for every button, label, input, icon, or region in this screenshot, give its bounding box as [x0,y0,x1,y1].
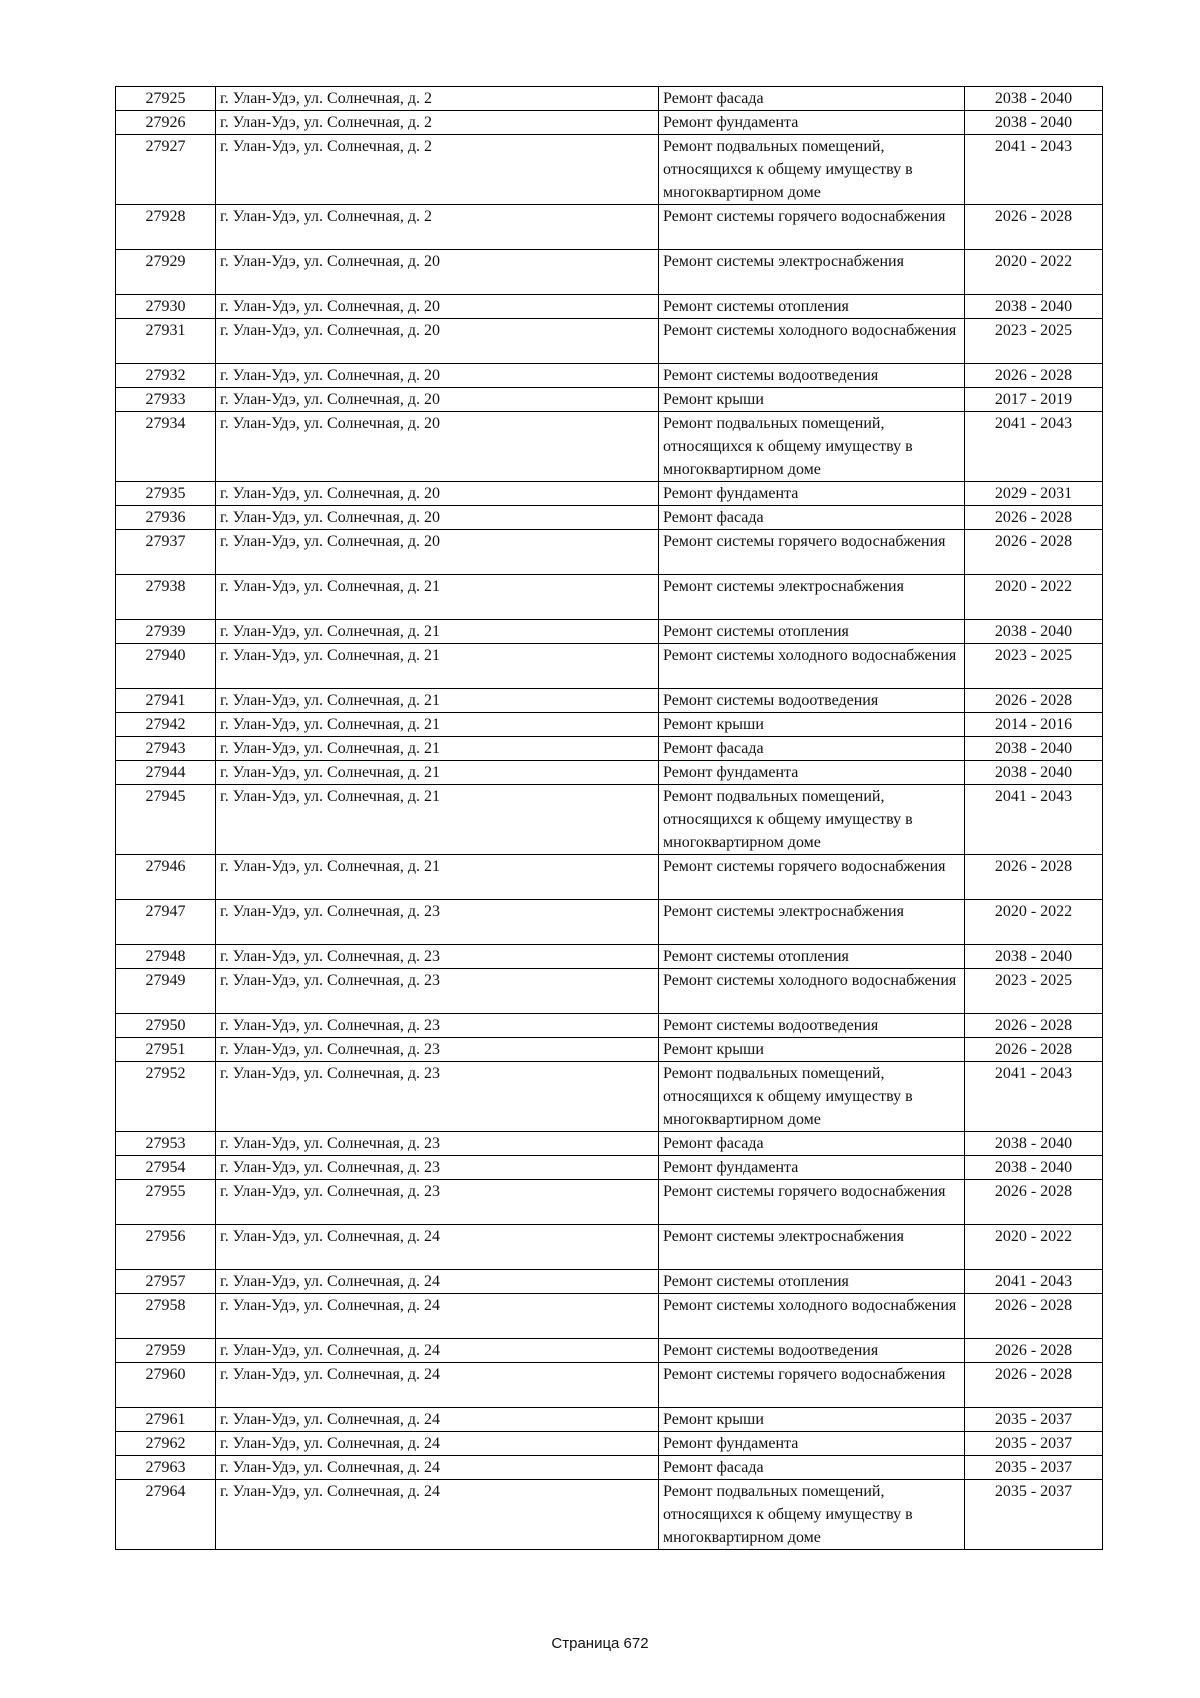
table-row [116,1432,1103,1456]
cell-id: 27959 [116,1339,216,1363]
cell-work: Ремонт системы горячего водоснабжения [659,205,965,250]
cell-id: 27926 [116,111,216,135]
cell-period: 2026 - 2028 [965,855,1103,900]
cell-id: 27934 [116,412,216,482]
cell-id: 27958 [116,1294,216,1339]
cell-id: 27942 [116,713,216,737]
cell-address: г. Улан-Удэ, ул. Солнечная, д. 20 [216,250,659,295]
cell-work: Ремонт системы горячего водоснабжения [659,530,965,575]
cell-address: г. Улан-Удэ, ул. Солнечная, д. 23 [216,1038,659,1062]
cell-period: 2035 - 2037 [965,1408,1103,1432]
cell-period: 2026 - 2028 [965,1294,1103,1339]
cell-period: 2035 - 2037 [965,1480,1103,1550]
cell-period: 2041 - 2043 [965,1062,1103,1132]
cell-id: 27944 [116,761,216,785]
cell-id: 27950 [116,1014,216,1038]
cell-period: 2020 - 2022 [965,250,1103,295]
cell-address: г. Улан-Удэ, ул. Солнечная, д. 20 [216,530,659,575]
cell-period: 2038 - 2040 [965,295,1103,319]
table-row [116,319,1103,364]
cell-period: 2035 - 2037 [965,1456,1103,1480]
cell-id: 27948 [116,945,216,969]
table-row [116,412,1103,482]
table-row [116,1014,1103,1038]
cell-id: 27963 [116,1456,216,1480]
cell-period: 2038 - 2040 [965,737,1103,761]
cell-period: 2041 - 2043 [965,135,1103,205]
cell-work: Ремонт системы электроснабжения [659,250,965,295]
table-row [116,388,1103,412]
cell-work: Ремонт подвальных помещений, относящихся к общему имуществу в многоквартирном доме [659,1480,965,1550]
cell-work: Ремонт системы водоотведения [659,1339,965,1363]
cell-id: 27939 [116,620,216,644]
table-row [116,945,1103,969]
table-row [116,785,1103,855]
cell-address: г. Улан-Удэ, ул. Солнечная, д. 21 [216,785,659,855]
cell-address: г. Улан-Удэ, ул. Солнечная, д. 24 [216,1294,659,1339]
cell-id: 27961 [116,1408,216,1432]
cell-work: Ремонт системы электроснабжения [659,900,965,945]
cell-id: 27947 [116,900,216,945]
cell-address: г. Улан-Удэ, ул. Солнечная, д. 21 [216,737,659,761]
table-row [116,1408,1103,1432]
cell-period: 2026 - 2028 [965,689,1103,713]
cell-period: 2026 - 2028 [965,1038,1103,1062]
cell-work: Ремонт фундамента [659,482,965,506]
cell-id: 27932 [116,364,216,388]
cell-work: Ремонт фасада [659,1456,965,1480]
table-row [116,1339,1103,1363]
table-row [116,111,1103,135]
cell-period: 2026 - 2028 [965,205,1103,250]
cell-address: г. Улан-Удэ, ул. Солнечная, д. 24 [216,1339,659,1363]
cell-address: г. Улан-Удэ, ул. Солнечная, д. 20 [216,295,659,319]
cell-work: Ремонт фасада [659,506,965,530]
cell-address: г. Улан-Удэ, ул. Солнечная, д. 20 [216,506,659,530]
cell-work: Ремонт фасада [659,1132,965,1156]
cell-id: 27935 [116,482,216,506]
cell-period: 2026 - 2028 [965,1180,1103,1225]
cell-period: 2038 - 2040 [965,761,1103,785]
cell-period: 2014 - 2016 [965,713,1103,737]
cell-period: 2041 - 2043 [965,785,1103,855]
cell-id: 27956 [116,1225,216,1270]
cell-address: г. Улан-Удэ, ул. Солнечная, д. 20 [216,412,659,482]
cell-period: 2038 - 2040 [965,945,1103,969]
cell-work: Ремонт подвальных помещений, относящихся к общему имуществу в многоквартирном доме [659,412,965,482]
cell-address: г. Улан-Удэ, ул. Солнечная, д. 21 [216,620,659,644]
table-row [116,689,1103,713]
cell-period: 2026 - 2028 [965,1014,1103,1038]
cell-id: 27933 [116,388,216,412]
cell-address: г. Улан-Удэ, ул. Солнечная, д. 21 [216,761,659,785]
cell-id: 27946 [116,855,216,900]
cell-work: Ремонт крыши [659,1038,965,1062]
table-row [116,364,1103,388]
cell-work: Ремонт крыши [659,388,965,412]
cell-id: 27929 [116,250,216,295]
cell-address: г. Улан-Удэ, ул. Солнечная, д. 21 [216,713,659,737]
table-row [116,250,1103,295]
table-row [116,644,1103,689]
cell-address: г. Улан-Удэ, ул. Солнечная, д. 24 [216,1270,659,1294]
cell-work: Ремонт системы отопления [659,1270,965,1294]
cell-period: 2017 - 2019 [965,388,1103,412]
cell-address: г. Улан-Удэ, ул. Солнечная, д. 23 [216,969,659,1014]
cell-period: 2038 - 2040 [965,87,1103,111]
table-row [116,620,1103,644]
cell-period: 2023 - 2025 [965,644,1103,689]
cell-work: Ремонт системы горячего водоснабжения [659,855,965,900]
table-row [116,1062,1103,1132]
cell-id: 27964 [116,1480,216,1550]
cell-period: 2023 - 2025 [965,319,1103,364]
cell-period: 2020 - 2022 [965,1225,1103,1270]
table-row [116,1270,1103,1294]
cell-work: Ремонт крыши [659,1408,965,1432]
cell-id: 27952 [116,1062,216,1132]
cell-id: 27928 [116,205,216,250]
cell-id: 27940 [116,644,216,689]
cell-address: г. Улан-Удэ, ул. Солнечная, д. 23 [216,900,659,945]
cell-address: г. Улан-Удэ, ул. Солнечная, д. 2 [216,111,659,135]
cell-period: 2026 - 2028 [965,506,1103,530]
cell-id: 27951 [116,1038,216,1062]
cell-address: г. Улан-Удэ, ул. Солнечная, д. 20 [216,388,659,412]
table-row [116,1132,1103,1156]
cell-period: 2041 - 2043 [965,412,1103,482]
cell-address: г. Улан-Удэ, ул. Солнечная, д. 24 [216,1456,659,1480]
table-row [116,761,1103,785]
repair-schedule-table [115,86,1103,1550]
cell-work: Ремонт фундамента [659,111,965,135]
cell-work: Ремонт фундамента [659,761,965,785]
cell-work: Ремонт крыши [659,713,965,737]
cell-work: Ремонт подвальных помещений, относящихся к общему имуществу в многоквартирном доме [659,135,965,205]
cell-id: 27945 [116,785,216,855]
cell-id: 27957 [116,1270,216,1294]
table-row [116,737,1103,761]
table-row [116,713,1103,737]
cell-period: 2035 - 2037 [965,1432,1103,1456]
cell-period: 2038 - 2040 [965,1156,1103,1180]
cell-id: 27955 [116,1180,216,1225]
cell-period: 2026 - 2028 [965,1339,1103,1363]
cell-address: г. Улан-Удэ, ул. Солнечная, д. 20 [216,319,659,364]
table-row [116,900,1103,945]
table-row [116,1225,1103,1270]
cell-work: Ремонт системы горячего водоснабжения [659,1180,965,1225]
cell-work: Ремонт системы горячего водоснабжения [659,1363,965,1408]
table-row [116,135,1103,205]
cell-address: г. Улан-Удэ, ул. Солнечная, д. 20 [216,364,659,388]
cell-id: 27925 [116,87,216,111]
cell-work: Ремонт системы водоотведения [659,689,965,713]
cell-work: Ремонт подвальных помещений, относящихся к общему имуществу в многоквартирном доме [659,1062,965,1132]
cell-id: 27938 [116,575,216,620]
table-row [116,87,1103,111]
cell-address: г. Улан-Удэ, ул. Солнечная, д. 23 [216,945,659,969]
table-row [116,295,1103,319]
cell-address: г. Улан-Удэ, ул. Солнечная, д. 23 [216,1156,659,1180]
cell-work: Ремонт системы отопления [659,945,965,969]
cell-work: Ремонт фундамента [659,1156,965,1180]
cell-period: 2026 - 2028 [965,364,1103,388]
cell-address: г. Улан-Удэ, ул. Солнечная, д. 23 [216,1132,659,1156]
cell-work: Ремонт системы холодного водоснабжения [659,319,965,364]
cell-work: Ремонт системы водоотведения [659,364,965,388]
cell-period: 2020 - 2022 [965,575,1103,620]
cell-address: г. Улан-Удэ, ул. Солнечная, д. 24 [216,1480,659,1550]
table-row [116,482,1103,506]
cell-id: 27954 [116,1156,216,1180]
cell-id: 27931 [116,319,216,364]
cell-id: 27927 [116,135,216,205]
table-row [116,969,1103,1014]
cell-id: 27941 [116,689,216,713]
table-row [116,1180,1103,1225]
table-row [116,575,1103,620]
cell-address: г. Улан-Удэ, ул. Солнечная, д. 23 [216,1014,659,1038]
table-row [116,1156,1103,1180]
table-row [116,855,1103,900]
cell-period: 2026 - 2028 [965,530,1103,575]
cell-address: г. Улан-Удэ, ул. Солнечная, д. 23 [216,1180,659,1225]
table-row [116,506,1103,530]
cell-address: г. Улан-Удэ, ул. Солнечная, д. 21 [216,689,659,713]
table-body [116,87,1103,1550]
cell-period: 2026 - 2028 [965,1363,1103,1408]
table-row [116,205,1103,250]
cell-period: 2038 - 2040 [965,620,1103,644]
cell-address: г. Улан-Удэ, ул. Солнечная, д. 24 [216,1225,659,1270]
cell-address: г. Улан-Удэ, ул. Солнечная, д. 23 [216,1062,659,1132]
table-row [116,1294,1103,1339]
cell-address: г. Улан-Удэ, ул. Солнечная, д. 21 [216,575,659,620]
cell-address: г. Улан-Удэ, ул. Солнечная, д. 2 [216,135,659,205]
cell-work: Ремонт фасада [659,737,965,761]
table-row [116,1363,1103,1408]
cell-address: г. Улан-Удэ, ул. Солнечная, д. 2 [216,87,659,111]
cell-period: 2029 - 2031 [965,482,1103,506]
cell-period: 2023 - 2025 [965,969,1103,1014]
cell-work: Ремонт подвальных помещений, относящихся к общему имуществу в многоквартирном доме [659,785,965,855]
cell-work: Ремонт системы электроснабжения [659,1225,965,1270]
cell-work: Ремонт системы отопления [659,620,965,644]
table-row [116,1456,1103,1480]
cell-address: г. Улан-Удэ, ул. Солнечная, д. 20 [216,482,659,506]
cell-id: 27937 [116,530,216,575]
cell-period: 2038 - 2040 [965,1132,1103,1156]
cell-address: г. Улан-Удэ, ул. Солнечная, д. 24 [216,1432,659,1456]
table-row [116,1038,1103,1062]
cell-work: Ремонт системы отопления [659,295,965,319]
page-number: Страница 672 [551,1635,649,1652]
cell-id: 27960 [116,1363,216,1408]
cell-id: 27930 [116,295,216,319]
cell-id: 27943 [116,737,216,761]
cell-address: г. Улан-Удэ, ул. Солнечная, д. 24 [216,1363,659,1408]
cell-id: 27962 [116,1432,216,1456]
cell-work: Ремонт фундамента [659,1432,965,1456]
cell-address: г. Улан-Удэ, ул. Солнечная, д. 21 [216,855,659,900]
cell-address: г. Улан-Удэ, ул. Солнечная, д. 2 [216,205,659,250]
cell-period: 2038 - 2040 [965,111,1103,135]
cell-id: 27953 [116,1132,216,1156]
cell-period: 2020 - 2022 [965,900,1103,945]
table-row [116,530,1103,575]
cell-work: Ремонт системы холодного водоснабжения [659,969,965,1014]
cell-work: Ремонт системы холодного водоснабжения [659,1294,965,1339]
cell-work: Ремонт системы холодного водоснабжения [659,644,965,689]
cell-address: г. Улан-Удэ, ул. Солнечная, д. 24 [216,1408,659,1432]
cell-address: г. Улан-Удэ, ул. Солнечная, д. 21 [216,644,659,689]
cell-id: 27949 [116,969,216,1014]
cell-work: Ремонт системы водоотведения [659,1014,965,1038]
cell-id: 27936 [116,506,216,530]
cell-work: Ремонт фасада [659,87,965,111]
table-row [116,1480,1103,1550]
cell-work: Ремонт системы электроснабжения [659,575,965,620]
cell-period: 2041 - 2043 [965,1270,1103,1294]
